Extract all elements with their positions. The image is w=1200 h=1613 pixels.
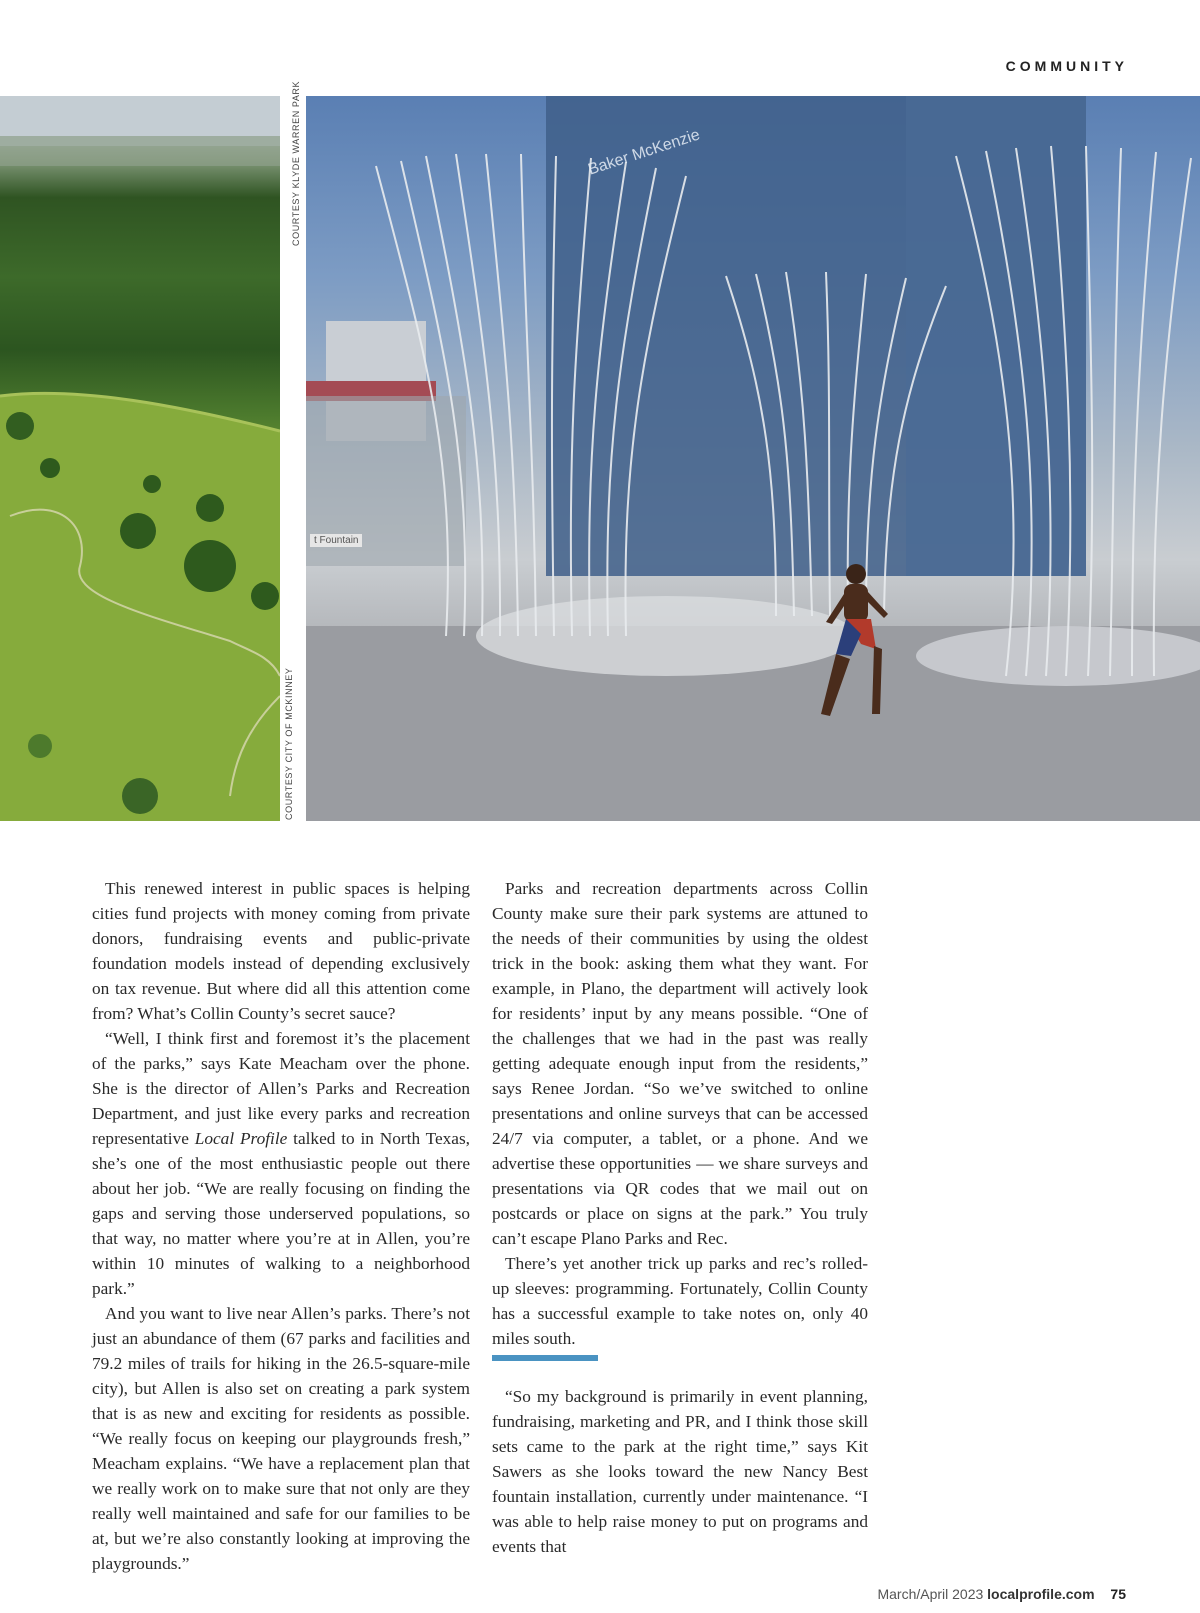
section-label: COMMUNITY (1005, 58, 1128, 74)
paragraph: This renewed interest in public spaces is helping cities fund projects with money coming from private donors, fundraising events and public-private foundation models instead of depending exclusively on tax revenue. But where did all this attention come from? What’s Collin County’s secret sauce? (92, 879, 470, 1023)
article-column-2-continued (492, 1384, 868, 1559)
issue-date: March/April 2023 (877, 1586, 984, 1602)
photo-credit-warren: COURTESY KLYDE WARREN PARK (291, 80, 301, 246)
site-link[interactable]: localprofile.com (987, 1586, 1095, 1602)
fountain-sign: t Fountain (310, 534, 362, 547)
article-column-1 (92, 876, 470, 1576)
aerial-park-photo (0, 96, 280, 821)
page-footer (877, 1586, 1126, 1602)
paragraph: There’s yet another trick up parks and rec’s rolled-up sleeves: programming. Fortunately, Collin County has a successful example to take notes on, only 40 miles south. (492, 1254, 868, 1348)
photo-credit-mckinney: COURTESY CITY OF MCKINNEY (284, 667, 294, 820)
article-column-2 (492, 876, 868, 1351)
section-divider (492, 1355, 598, 1361)
page-number: 75 (1110, 1586, 1126, 1602)
paragraph: “So my background is primarily in event planning, fundraising, marketing and PR, and I think those skill sets came to the park at the right time,” says Kit Sawers as she looks toward the new Nancy Best fountain installation, currently under maintenance. “I was able to help raise money to put on programs and events that (492, 1387, 868, 1556)
paragraph: “Well, I think first and foremost it’s the placement of the parks,” says Kate Meacham over the phone. She is the director of Allen’s Parks and Recreation Department, and just like every parks and recreation representative Local Profile talked to in North Texas, she’s one of the most enthusiastic people out there about her job. “We are really focusing on finding the gaps and serving those underserved populations, so that way, no matter where you’re at in Allen, you’re within 10 minutes of walking to a neighborhood park.” (92, 1029, 470, 1298)
building-sign: Baker McKenzie (586, 126, 703, 179)
paragraph: And you want to live near Allen’s parks. There’s not just an abundance of them (67 parks and facilities and 79.2 miles of trails for hiking in the 26.5-square-mile city), but Allen is also set on creating a park system that is as new and exciting for residents as possible. “We really focus on keeping our playgrounds fresh,” Meacham explains. “We have a replacement plan that we really work on to make sure that not only are they really well maintained and safe for our families to be at, but we’re also constantly looking at improving the playgrounds.” (92, 1304, 470, 1573)
publication-name: Local Profile (194, 1129, 288, 1148)
paragraph: Parks and recreation departments across Collin County make sure their park systems are attuned to the needs of their communities by using the oldest trick in the book: asking them what they want. For example, in Plano, the department will actively look for residents’ input by any means possible. “One of the challenges that we had in the past was really getting adequate enough input from the residents,” says Renee Jordan. “So we’ve switched to online presentations and online surveys that can be accessed 24/7 via computer, a tablet, or a phone. And we advertise these opportunities — we share surveys and presentations via QR codes that we mail out on postcards or place on signs at the park.” You truly can’t escape Plano Parks and Rec. (492, 879, 868, 1248)
fountain-photo (306, 96, 1200, 821)
